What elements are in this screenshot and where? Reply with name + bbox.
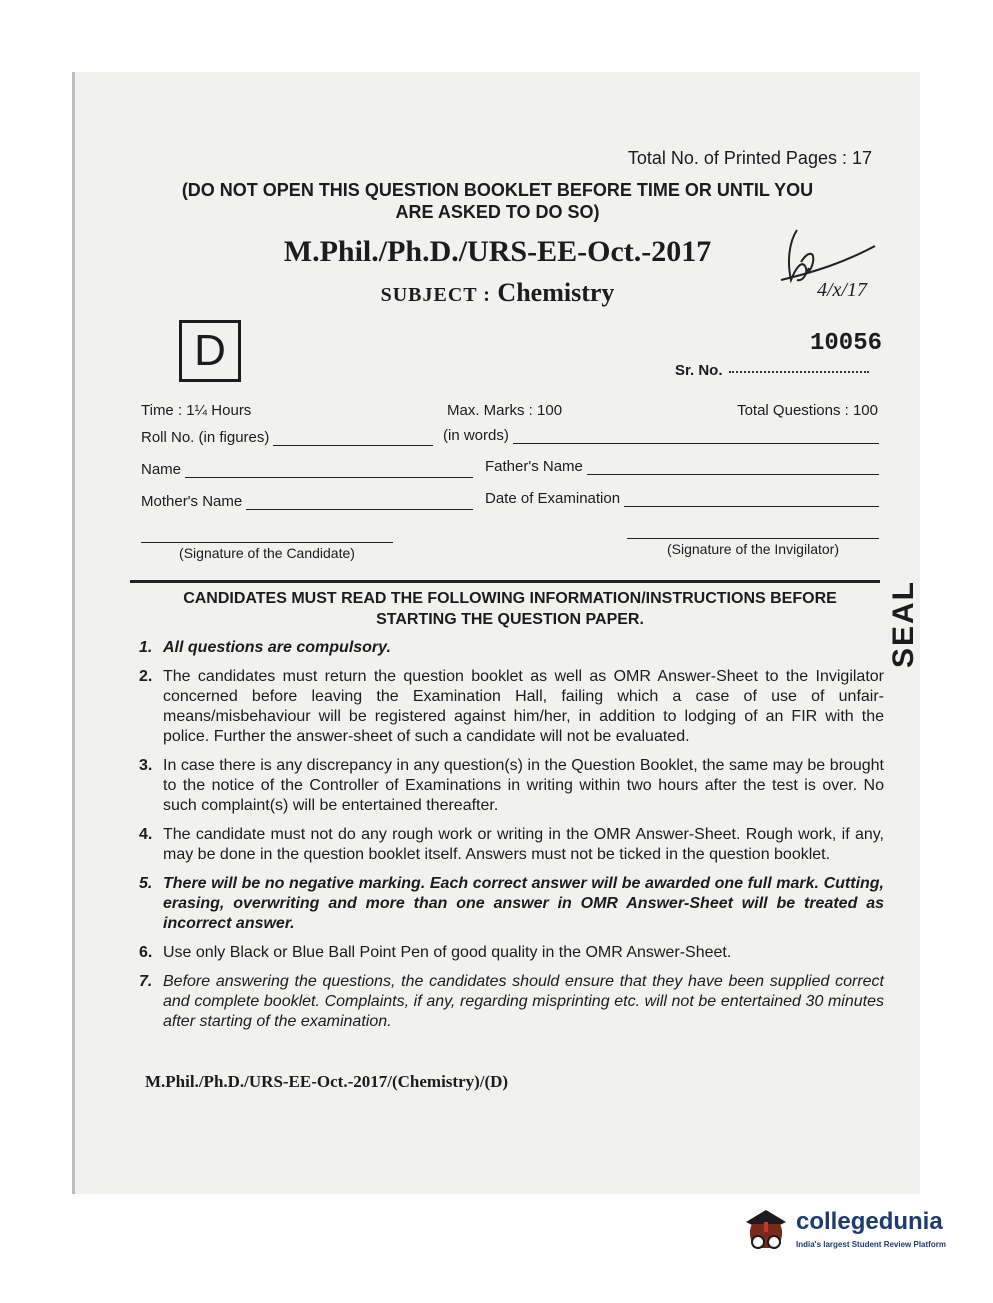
handwritten-date: 4/x/17 xyxy=(817,279,867,301)
brand-tagline: India's largest Student Review Platform xyxy=(796,1240,946,1249)
question-booklet-page xyxy=(72,72,920,1194)
instruction-text: Use only Black or Blue Ball Point Pen of good quality in the OMR Answer-Sheet. xyxy=(163,944,732,961)
subject-label: SUBJECT : xyxy=(380,284,491,306)
sr-no-label: Sr. No. xyxy=(675,362,723,379)
instruction-number: 4. xyxy=(139,826,153,843)
seal-text: SEAL xyxy=(887,579,920,668)
date-of-exam-line[interactable] xyxy=(624,494,879,507)
instruction-text: Before answering the questions, the candidates should ensure that they have been supplied correct and complete booklet. Complaints, if any, regarding misprinting etc. will not be entertained 30 minutes after starting of the examination. xyxy=(163,973,884,1030)
instruction-item xyxy=(139,825,884,865)
warning-line-1: (DO NOT OPEN THIS QUESTION BOOKLET BEFORE TIME OR UNTIL YOU xyxy=(181,180,814,200)
total-pages: Total No. of Printed Pages : 17 xyxy=(627,148,872,168)
instruction-text: In case there is any discrepancy in any question(s) in the Question Booklet, the same may be brought to the notice of the Controller of Examinations in writing within two hours after the test is over. No such complaint(s) will be entertained thereafter. xyxy=(163,757,884,814)
instruction-number: 7. xyxy=(139,973,153,990)
instruction-number: 1. xyxy=(139,639,153,656)
name-field[interactable] xyxy=(141,461,473,478)
date-of-exam-label: Date of Examination xyxy=(485,490,621,507)
instruction-number: 2. xyxy=(139,668,153,685)
instruction-text: There will be no negative marking. Each correct answer will be awarded one full mark. Cutting, erasing, overwriting and more than one answer in OMR Answer-Sheet will be treated as incorrect answer. xyxy=(163,875,884,932)
warning-line-2: ARE ASKED TO DO SO) xyxy=(395,202,600,222)
instruction-number: 6. xyxy=(139,944,153,961)
candidate-signature[interactable]: (Signature of the Candidate) xyxy=(141,542,393,561)
instruction-item xyxy=(139,667,884,747)
name-line[interactable] xyxy=(185,465,473,478)
time-label: Time : 1¼ Hours xyxy=(141,402,252,419)
instruction-text: The candidates must return the question booklet as well as OMR Answer-Sheet to the Invigilator concerned before leaving the Examination Hall, failing which a case of use of unfair-means/misbehaviour will be registered against him/her, in addition to lodging of an FIR with the police. Further the answer-sheet of such a candidate will not be evaluated. xyxy=(163,668,884,745)
roll-words-line[interactable] xyxy=(513,431,879,444)
time-info xyxy=(141,402,251,419)
father-name-field[interactable] xyxy=(485,458,879,475)
instruction-item xyxy=(139,638,884,658)
instruction-number: 5. xyxy=(139,875,153,892)
roll-figures-label: Roll No. (in figures) xyxy=(141,429,270,446)
roll-words-field[interactable] xyxy=(443,427,879,444)
father-name-line[interactable] xyxy=(587,462,879,475)
sr-no-dots xyxy=(729,371,869,373)
father-name-label: Father's Name xyxy=(485,458,583,475)
serial-number: 10056 xyxy=(809,330,882,357)
mother-name-label: Mother's Name xyxy=(141,493,243,510)
date-of-exam-field[interactable] xyxy=(485,490,879,507)
instruction-text: The candidate must not do any rough work or writing in the OMR Answer-Sheet. Rough work, if any, may be done in the question booklet itself. Answers must not be ticked in the question booklet. xyxy=(163,826,884,863)
instruction-item xyxy=(139,756,884,816)
instructions-heading-line-2: STARTING THE QUESTION PAPER. xyxy=(376,611,644,628)
invigilator-signature[interactable]: (Signature of the Invigilator) xyxy=(627,538,879,557)
roll-words-label: (in words) xyxy=(443,427,509,444)
total-questions: Total Questions : 100 xyxy=(737,402,878,419)
booklet-code: D xyxy=(179,320,241,382)
mother-name-line[interactable] xyxy=(246,497,473,510)
mother-name-field[interactable] xyxy=(141,493,473,510)
sr-no-field xyxy=(675,362,869,379)
exam-title: M.Phil./Ph.D./URS-EE-Oct.-2017 xyxy=(283,235,712,268)
collegedunia-logo xyxy=(738,1202,968,1262)
instruction-item xyxy=(139,874,884,934)
instruction-item xyxy=(139,972,884,1032)
instructions-heading-line-1: CANDIDATES MUST READ THE FOLLOWING INFORMATION/INSTRUCTIONS BEFORE xyxy=(183,590,837,607)
instruction-number: 3. xyxy=(139,757,153,774)
seal-stamp xyxy=(881,579,929,672)
warning-notice xyxy=(75,179,920,223)
mascot-icon xyxy=(738,1202,792,1258)
instructions-list xyxy=(139,638,884,1041)
roll-figures-field[interactable] xyxy=(141,429,433,446)
page-footer: M.Phil./Ph.D./URS-EE-Oct.-2017/(Chemistry)/(D) xyxy=(145,1072,509,1091)
section-divider xyxy=(130,580,880,583)
subject-value: Chemistry xyxy=(497,278,615,307)
handwritten-signature-icon xyxy=(775,222,885,302)
name-label: Name xyxy=(141,461,182,478)
instruction-item xyxy=(139,943,884,963)
instruction-text: All questions are compulsory. xyxy=(163,639,391,656)
max-marks: Max. Marks : 100 xyxy=(447,402,563,419)
instructions-heading xyxy=(135,588,885,630)
roll-figures-line[interactable] xyxy=(273,433,433,446)
brand-name: collegedunia xyxy=(796,1208,943,1235)
